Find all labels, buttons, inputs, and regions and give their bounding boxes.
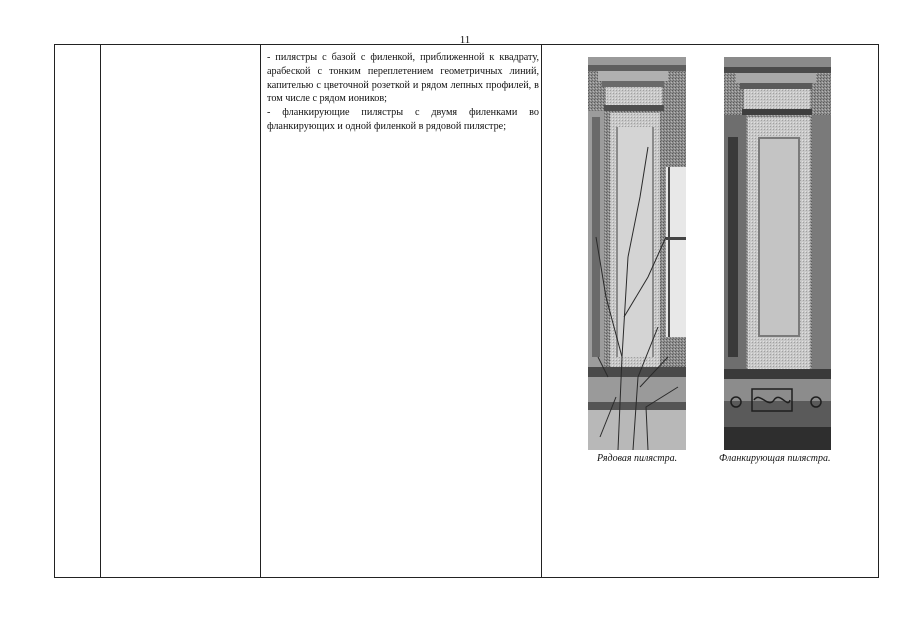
flanking-pilaster-caption: Фланкирующая пилястра. [719, 453, 831, 464]
document-table [54, 44, 879, 578]
column-divider [541, 45, 542, 577]
column-divider [100, 45, 101, 577]
page-number: 11 [459, 34, 471, 46]
row-pilaster-caption: Рядовая пилястра. [597, 453, 678, 464]
description-item-pilasters-base: - пилястры с базой с филенкой, приближенной к квадрату, арабеской с тонким переплетением геометричных линий, капителью с цветочной розеткой и рядом лепных профилей, в том числе с рядом иоников; [267, 52, 539, 105]
description-item-flanking-pilasters: - фланкирующие пилястры с двумя филенками во фланкирующих и одной филенкой в рядовой пилястре; [267, 107, 539, 132]
flanking-pilaster-photo [724, 57, 831, 450]
row-pilaster-photo [588, 57, 686, 450]
column-divider [260, 45, 261, 577]
description-cell [267, 51, 539, 134]
